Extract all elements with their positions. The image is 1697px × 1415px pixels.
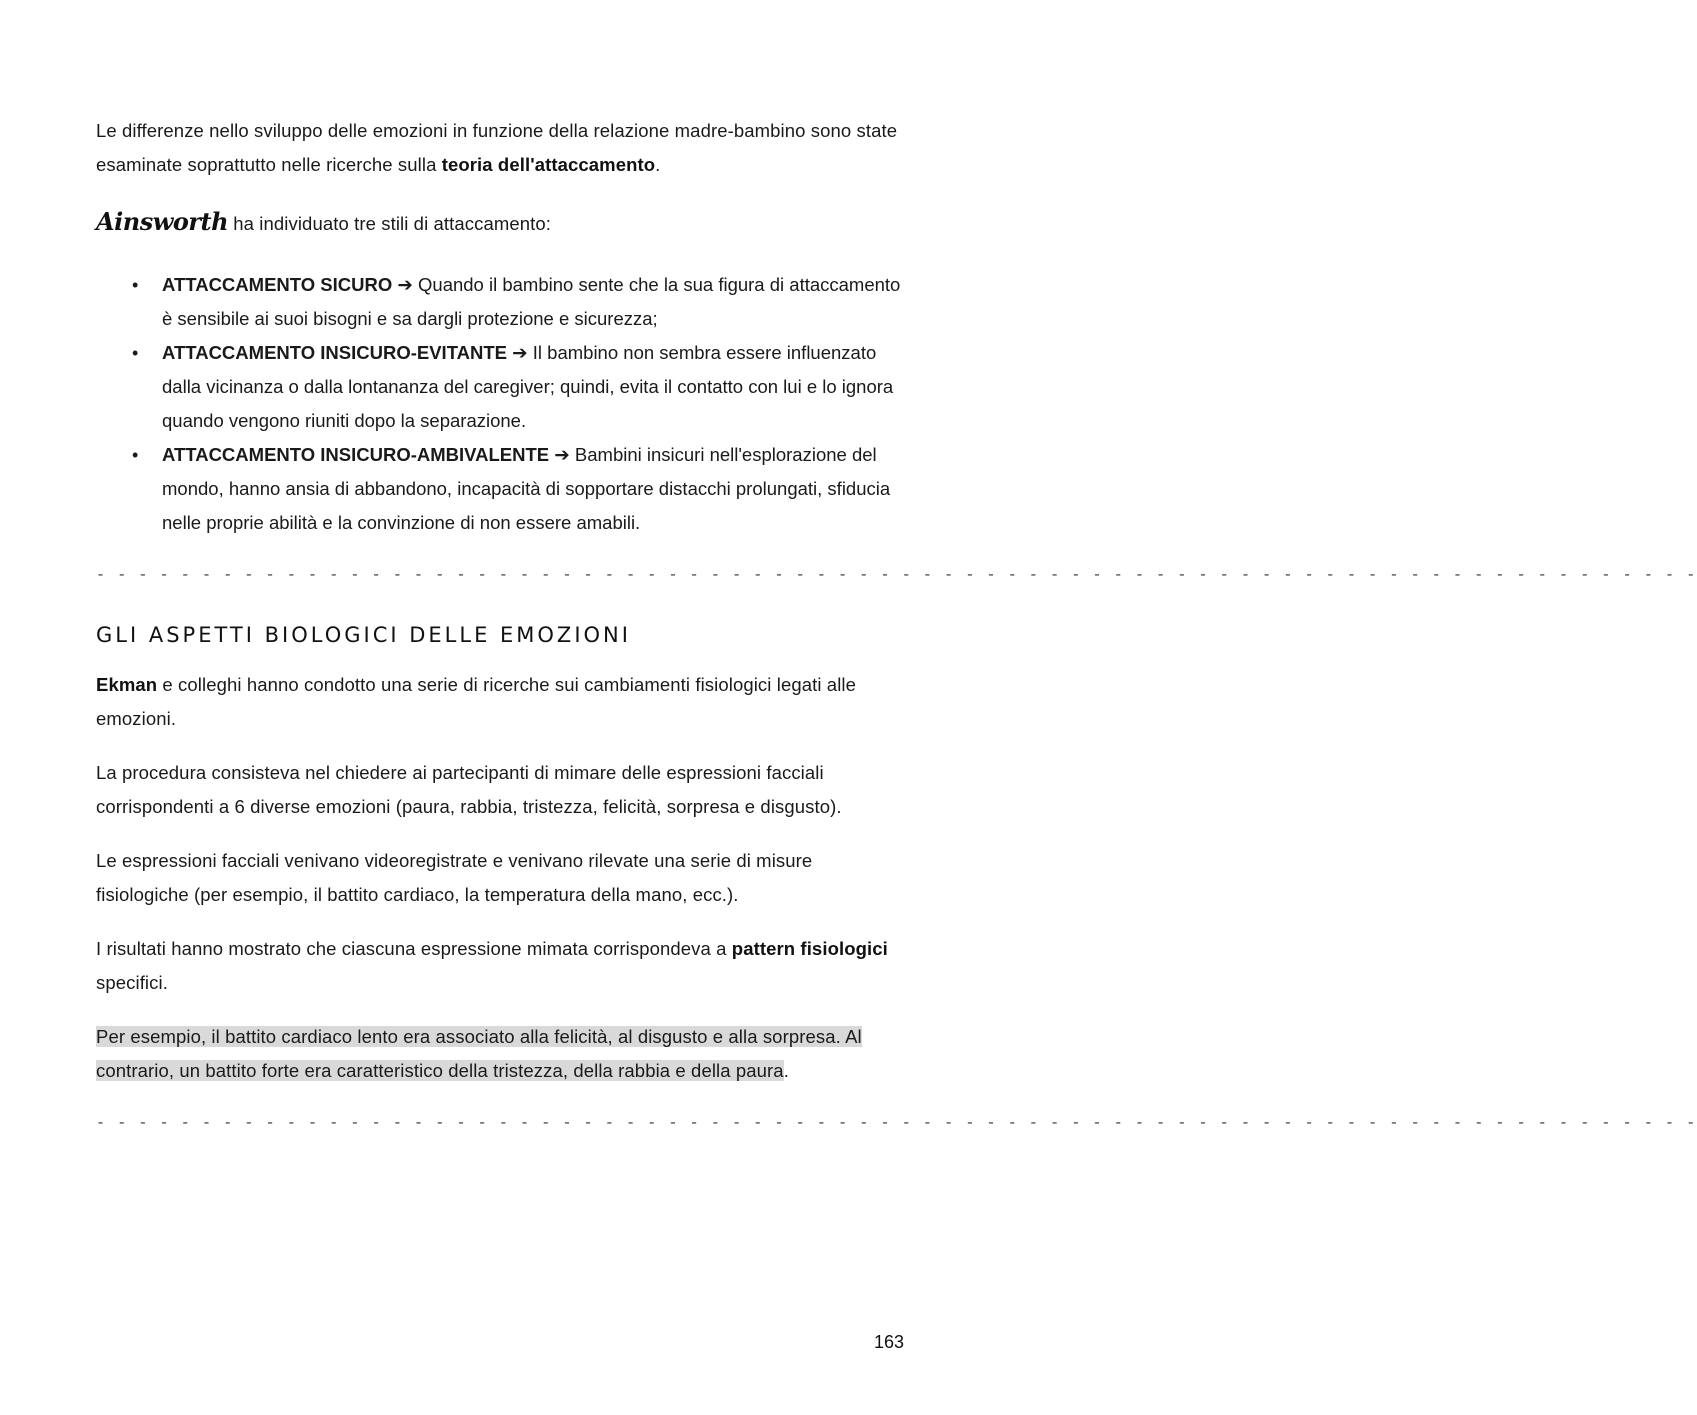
results-bold-term: pattern fisiologici bbox=[731, 938, 888, 959]
list-item-title: ATTACCAMENTO SICURO bbox=[162, 274, 393, 295]
section-divider: - - - - - - - - - - - - - - - - - - - - - - - - - - - - - - - - - - - - - - - - - - - - - - - - - - - - - - - - - - - - - - - - - - - - - - - - - - - - bbox=[96, 1115, 1697, 1132]
bullet-icon: • bbox=[132, 275, 139, 295]
list-item bbox=[96, 438, 904, 540]
list-item-title: ATTACCAMENTO INSICURO-EVITANTE bbox=[162, 342, 507, 363]
procedure-paragraph: La procedura consisteva nel chiedere ai partecipanti di mimare delle espressioni facciali corrispondenti a 6 diverse emozioni (paura, rabbia, tristezza, felicità, sorpresa e disgusto). bbox=[96, 762, 842, 817]
ekman-text: e colleghi hanno condotto una serie di ricerche sui cambiamenti fisiologici legati alle emozioni. bbox=[96, 674, 856, 729]
list-item bbox=[96, 336, 904, 438]
arrow-right-icon: ➔ bbox=[512, 342, 528, 363]
highlighted-text: Per esempio, il battito cardiaco lento era associato alla felicità, al disgusto e alla sorpresa. Al contrario, un battito forte era caratteristico della tristezza, della rabbia e della paura bbox=[96, 1026, 862, 1081]
bullet-icon: • bbox=[132, 445, 139, 465]
intro-text: Le differenze nello sviluppo delle emozioni in funzione della relazione madre-bambino sono state esaminate soprattutto nelle ricerche sulla bbox=[96, 120, 898, 175]
arrow-right-icon: ➔ bbox=[397, 274, 413, 295]
list-item-description: Quando il bambino sente che la sua figura di attaccamento è sensibile ai suoi bisogni e sa dargli protezione e sicurezza; bbox=[162, 274, 901, 329]
intro-paragraph bbox=[96, 114, 904, 182]
ainsworth-paragraph bbox=[96, 205, 904, 241]
results-text: I risultati hanno mostrato che ciascuna espressione mimata corrispondeva a bbox=[96, 938, 732, 959]
ekman-paragraph bbox=[96, 668, 904, 736]
recording-paragraph: Le espressioni facciali venivano videoregistrate e venivano rilevate una serie di misure fisiologiche (per esempio, il battito cardiaco, la temperatura della mano, ecc.). bbox=[96, 850, 813, 905]
section-divider: - - - - - - - - - - - - - - - - - - - - - - - - - - - - - - - - - - - - - - - - - - - - - - - - - - - - - - - - - - - - - - - - - - - - - - - - - - - - bbox=[96, 567, 1697, 584]
example-paragraph bbox=[96, 1020, 904, 1088]
bullet-icon: • bbox=[132, 343, 139, 363]
example-text-end: . bbox=[783, 1060, 789, 1081]
ekman-name: Ekman bbox=[96, 674, 158, 695]
attachment-styles-list bbox=[96, 268, 904, 540]
arrow-right-icon: ➔ bbox=[554, 444, 570, 465]
list-item-description: Il bambino non sembra essere influenzato dalla vicinanza o dalla lontananza del caregiver; quindi, evita il contatto con lui e lo ignora quando vengono riuniti dopo la separazione. bbox=[162, 342, 894, 431]
page-number: 163 bbox=[874, 1332, 905, 1352]
ainsworth-name: Ainsworth bbox=[96, 207, 229, 236]
results-text-end: specifici. bbox=[96, 972, 168, 993]
results-paragraph bbox=[96, 932, 904, 1000]
list-item-description: Bambini insicuri nell'esplorazione del mondo, hanno ansia di abbandono, incapacità di sopportare distacchi prolungati, sfiducia nelle proprie abilità e la convinzione di non essere amabili. bbox=[162, 444, 891, 533]
section-title: GLI ASPETTI BIOLOGICI DELLE EMOZIONI bbox=[96, 623, 631, 647]
intro-bold-term: teoria dell'attaccamento bbox=[441, 154, 656, 175]
list-item-title: ATTACCAMENTO INSICURO-AMBIVALENTE bbox=[162, 444, 550, 465]
list-item bbox=[96, 268, 904, 336]
intro-text-end: . bbox=[655, 154, 661, 175]
ainsworth-text: ha individuato tre stili di attaccamento: bbox=[228, 213, 552, 234]
